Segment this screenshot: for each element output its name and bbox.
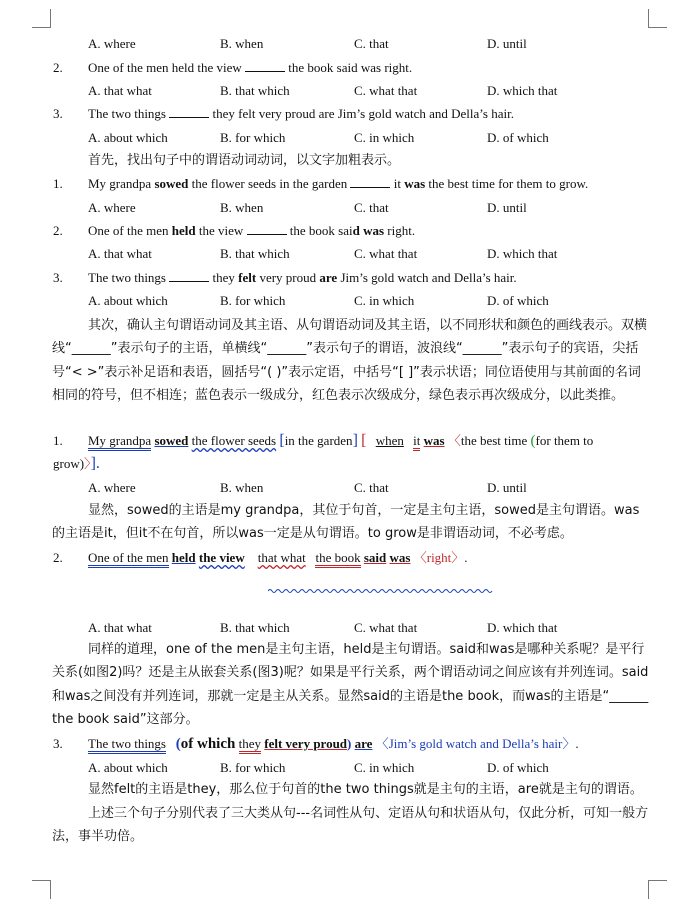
option-b: B. when <box>220 36 264 51</box>
option-a: A. that what <box>88 620 152 635</box>
corner-mark-bottom-left <box>32 880 51 899</box>
option-d: D. of which <box>487 760 549 775</box>
option-c: C. that <box>354 480 389 495</box>
analyzed-sentence-1-line-2: grow)〉]. <box>53 455 100 472</box>
answer-blank <box>247 222 287 235</box>
option-a: A. where <box>88 36 136 51</box>
option-b: B. that which <box>220 83 290 98</box>
answer-blank <box>245 59 285 72</box>
option-a: A. about which <box>88 760 168 775</box>
option-c: C. what that <box>354 246 418 261</box>
step-2-instruction: 其次，确认主句谓语动词及其主语、从句谓语动词及其主语，以不同形状和颜色的画线表示。双横线“______”表示句子的主语，单横线“______”表示句子的谓语，波浪线“______”表示句子的宾语，尖括号“< >”表示补足语和表语，圆括号“( )”表示定语，中括号“[ ]”表示状语；同位语使用与其前面的名词相同的符号，但不相连；蓝色表示一级成分，红色表示次级成分，绿色表示再次级成分，以此类推。 <box>52 318 648 404</box>
question-number: 3. <box>53 106 63 121</box>
option-d: D. until <box>487 200 527 215</box>
bold-sentence-3: The two things they felt very proud are Jim’s gold watch and Della’s hair. <box>88 270 517 285</box>
option-d: D. until <box>487 480 527 495</box>
option-c: C. what that <box>354 83 418 98</box>
option-d: D. of which <box>487 293 549 308</box>
option-b: B. for which <box>220 293 286 308</box>
question-3-text: The two things they felt very proud are Jim’s gold watch and Della’s hair. <box>88 106 514 121</box>
option-c: C. that <box>354 200 389 215</box>
option-d: D. which that <box>487 83 558 98</box>
analyzed-sentence-2: One of the men held the view that what the book said was 〈right〉. <box>88 549 468 566</box>
option-c: C. in which <box>354 130 415 145</box>
option-b: B. that which <box>220 246 290 261</box>
question-number: 2. <box>53 550 63 565</box>
option-c: C. what that <box>354 620 418 635</box>
option-b: B. when <box>220 480 264 495</box>
corner-mark-top-left <box>32 9 51 28</box>
explanation-3: 显然felt的主语是they，那么位于句首的the two things就是主句的主语，are就是主句的谓语。 <box>88 782 643 797</box>
bold-sentence-2: One of the men held the view the book said was right. <box>88 223 416 238</box>
option-a: A. that what <box>88 83 152 98</box>
option-b: B. for which <box>220 130 286 145</box>
option-d: D. until <box>487 36 527 51</box>
option-c: C. in which <box>354 293 415 308</box>
explanation-2: 同样的道理，one of the men是主句主语，held是主句谓语。said和was是哪种关系呢？是平行关系(如图2)吗？还是主从嵌套关系(图3)呢？如果是平行关系，两个谓语动词之间应该有并列连词。said和was之间没有并列连词，那就一定是主从关系。显然said的主语是the book，而was的主语是“______ the book said”这部分。 <box>52 642 649 728</box>
question-number: 2. <box>53 223 63 238</box>
corner-mark-top-right <box>648 9 667 28</box>
question-number: 1. <box>53 176 63 191</box>
object-clause-wavy-line <box>268 587 494 595</box>
answer-blank <box>350 175 390 188</box>
explanation-1: 显然，sowed的主语是my grandpa，其位于句首，一定是主句主语，sowed是主句谓语。was的主语是it，但it不在句首，所以was一定是从句谓语。to grow是非谓语动词，不必考虑。 <box>52 503 640 542</box>
option-d: D. which that <box>487 246 558 261</box>
option-a: A. where <box>88 480 136 495</box>
option-a: A. about which <box>88 130 168 145</box>
option-c: C. in which <box>354 760 415 775</box>
option-b: B. when <box>220 200 264 215</box>
bold-sentence-1: My grandpa sowed the flower seeds in the garden it was the best time for them to grow. <box>88 176 589 191</box>
answer-blank <box>169 105 209 118</box>
question-number: 3. <box>53 270 63 285</box>
corner-mark-bottom-right <box>648 880 667 899</box>
option-b: B. for which <box>220 760 286 775</box>
question-number: 1. <box>53 433 63 448</box>
answer-blank <box>169 269 209 282</box>
step-1-instruction: 首先，找出句子中的谓语动词动词，以文字加粗表示。 <box>88 153 401 168</box>
analyzed-sentence-1: My grandpa sowed the flower seeds [in the garden] [ when it was 〈the best time (for them to <box>88 432 594 449</box>
question-2-text: One of the men held the view the book said was right. <box>88 60 413 75</box>
question-number: 2. <box>53 60 63 75</box>
summary-paragraph: 上述三个句子分别代表了三大类从句---名词性从句、定语从句和状语从句，仅此分析，可知一般方法，事半功倍。 <box>52 806 649 845</box>
option-a: A. about which <box>88 293 168 308</box>
option-d: D. which that <box>487 620 558 635</box>
option-d: D. of which <box>487 130 549 145</box>
option-c: C. that <box>354 36 389 51</box>
analyzed-sentence-3: The two things (of which they felt very proud) are 〈Jim’s gold watch and Della’s hair〉. <box>88 736 579 752</box>
option-a: A. where <box>88 200 136 215</box>
option-a: A. that what <box>88 246 152 261</box>
question-number: 3. <box>53 736 63 751</box>
option-b: B. that which <box>220 620 290 635</box>
